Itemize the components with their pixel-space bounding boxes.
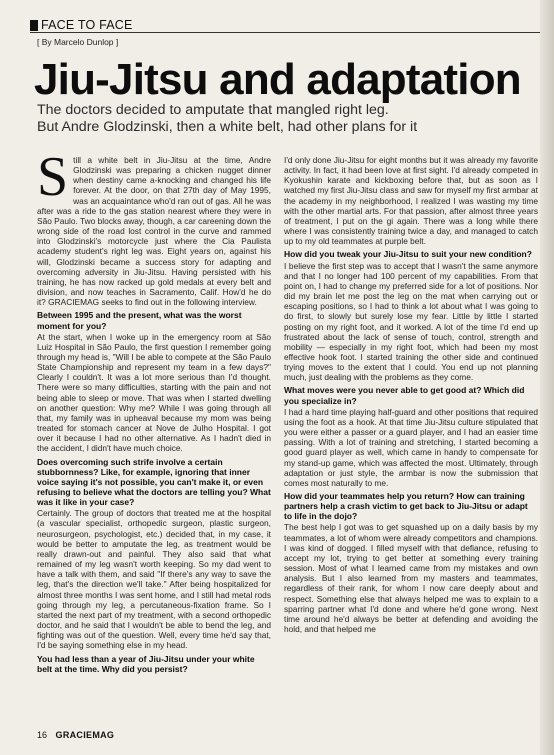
answer-1: At the start, when I woke up in the emergency room at São Luiz Hospital in São Paulo, the first question I remember going through my head is, "Will I be able to compete at the São Paulo State Championship and represent my team in a few days?" Clearly I couldn't. It was a lot more serious than I'd thought. There were so many difficulties, starting with the pain and not being able to sleep or move. That was when I started dwelling on another question: Why me? While I was going through all that, my family was in upheaval because my mom was being treated for stomach cancer at Nove de Julho Hospital. I got over it because I had no other alternative. As I hadn't died in the accident, I didn't have much choice. (37, 331, 271, 454)
intro-text: till a white belt in Jiu-Jitsu at the time, Andre Glodzinski was preparing a chicken nugget dinner when destiny came a-knocking and changed his life forever. At the door, on that 27th day of May 1995, was an acquaintance who'd ran out of gas. All he was after was a ride to the gas station nearest where they were in São Paulo. Two blocks away, though, a car careening down the wrong side of the road lost control in the curve and rammed into Glodzinski's motorcycle just where the Cia Paulista academy student's right leg was. Eight years on, against his will, Glodzinski became a success story for adapting and overcoming adversity in Jiu-Jitsu. Having persisted with his training, he has now racked up gold medals at every belt and division, and now teaches in Sacramento, Calif. How'd he do it? GRACIEMAG seeks to find out in the following interview. (37, 155, 271, 308)
byline: [ By Marcelo Dunlop ] (37, 37, 119, 47)
left-column (37, 146, 271, 675)
page-footer (37, 730, 114, 740)
question-2: Does overcoming such strife involve a certain stubbornness? Like, for example, ignoring that inner voice saying it's not possible, you can't make it, or even refusing to believe what the doctors are telling you? What was it like in your case? (37, 456, 271, 508)
section-rule (30, 32, 540, 33)
drop-cap: S (37, 146, 69, 208)
section-marker-block (30, 20, 38, 31)
question-4: How did you tweak your Jiu-Jitsu to suit your new condition? (284, 249, 532, 260)
deck (37, 102, 517, 136)
headline: Jiu-Jitsu and adaptation (34, 55, 521, 104)
page-number: 16 (37, 730, 48, 740)
page-gutter-shadow (540, 0, 554, 755)
intro-paragraph (37, 146, 271, 308)
right-column (284, 155, 538, 637)
section-label: FACE TO FACE (41, 18, 133, 32)
answer-5: I had a hard time playing half-guard and other positions that required using the foot as a hook. At that time Jiu-Jitsu culture stipulated that you were either a passer or a guard player, and I had an easier time passing. With a lot of training and stretching, I started becoming a good guard player as well, which came in handy to compensate for my stand-up game, which was affected the most. Ultimately, through adaptation or just style, the armbar is now the submission that comes most naturally to me. (284, 406, 538, 488)
answer-3: I'd only done Jiu-Jitsu for eight months but it was already my favorite activity. In fact, it had been love at first sight. I'd already competed in Kyokushin karate and kickboxing before that, but as soon as I watched my first Jiu-Jitsu class and saw for myself my first armbar at the academy in my neighborhood, I realized I was wasting my time with the other martial arts. For that passion, after almost three years of treatment, I put on the gi again. There was a long while there where I was consistently training twice a day, and managed to catch up to my old teammates at purple belt. (284, 155, 538, 247)
answer-2: Certainly. The group of doctors that treated me at the hospital (a vascular specialist, orthopedic surgeon, plastic surgeon, neurosurgeon, psychologist, etc.) decided that, in my case, it would be better to amputate the leg, as treatment would be really drawn-out and painful. They also said that what remained of my leg wasn't worth keeping. So my dad went to have a talk with them, and said "If there's any way to save the leg, that's the direction we'll take." After being hospitalized for almost three months I was sent home, and I still had metal rods going through my leg, a percutaneous-fixation frame. So I started the next part of my treatment, with a second orthopedic doctor, and he said that I wouldn't be able to bend the leg, and fighting was out of the question. Well, every time he'd say that, I'd be saying something else in my head. (37, 508, 271, 651)
question-6: How did your teammates help you return? How can training partners help a crash victim to get back to Jiu-Jitsu or adapt to life in the dojo? (284, 491, 528, 522)
question-1: Between 1995 and the present, what was the worst moment for you? (37, 310, 242, 331)
answer-4: I believe the first step was to accept that I wasn't the same anymore and that I no longer had 100 percent of my capabilities. From that point on, I had to change my preferred side for a lot of positions. Nor did my brain let me post the leg on the mat when carrying out or escaping positions, so I had to think a lot about what I was going to do first, to slowly but surely lose my fear. Little by little I started posting on my right foot, and it worked. A lot of the time I'd end up frustrated about the lack of sense of touch, control, strength and mobility — especially in my right foot, which had been my most effective hook foot. I started training the other side and continued trying moves to the extent that I could. You end up not planning much, just dealing with the problems as they come. (284, 260, 538, 383)
question-3: You had less than a year of Jiu-Jitsu under your white belt at the time. Why did you persist? (37, 653, 255, 674)
deck-line-2: But Andre Glodzinski, then a white belt, had other plans for it (37, 119, 418, 135)
magazine-name: GRACIEMAG (55, 730, 115, 740)
answer-6: The best help I got was to get squashed up on a daily basis by my teammates, a lot of whom were already competitors and champions. I was kind of dogged. I filled myself with that defiance, refusing to accept my lot, trying to get better at something every training session. Most of what I learned came from my mistakes and own analysis. But I also learned from my masters and teammates, regardless of their rank, for whom I now care deeply about and respect. Something else that always helped me was to explain to a sparring partner what I'd done and where he'd gone wrong. Next time around he'd always be better at defending and avoiding the hold, and that helped me (284, 522, 538, 635)
question-5: What moves were you never able to get good at? Which did you specialize in? (284, 385, 525, 406)
deck-line-1: The doctors decided to amputate that mangled right leg. (37, 102, 389, 118)
